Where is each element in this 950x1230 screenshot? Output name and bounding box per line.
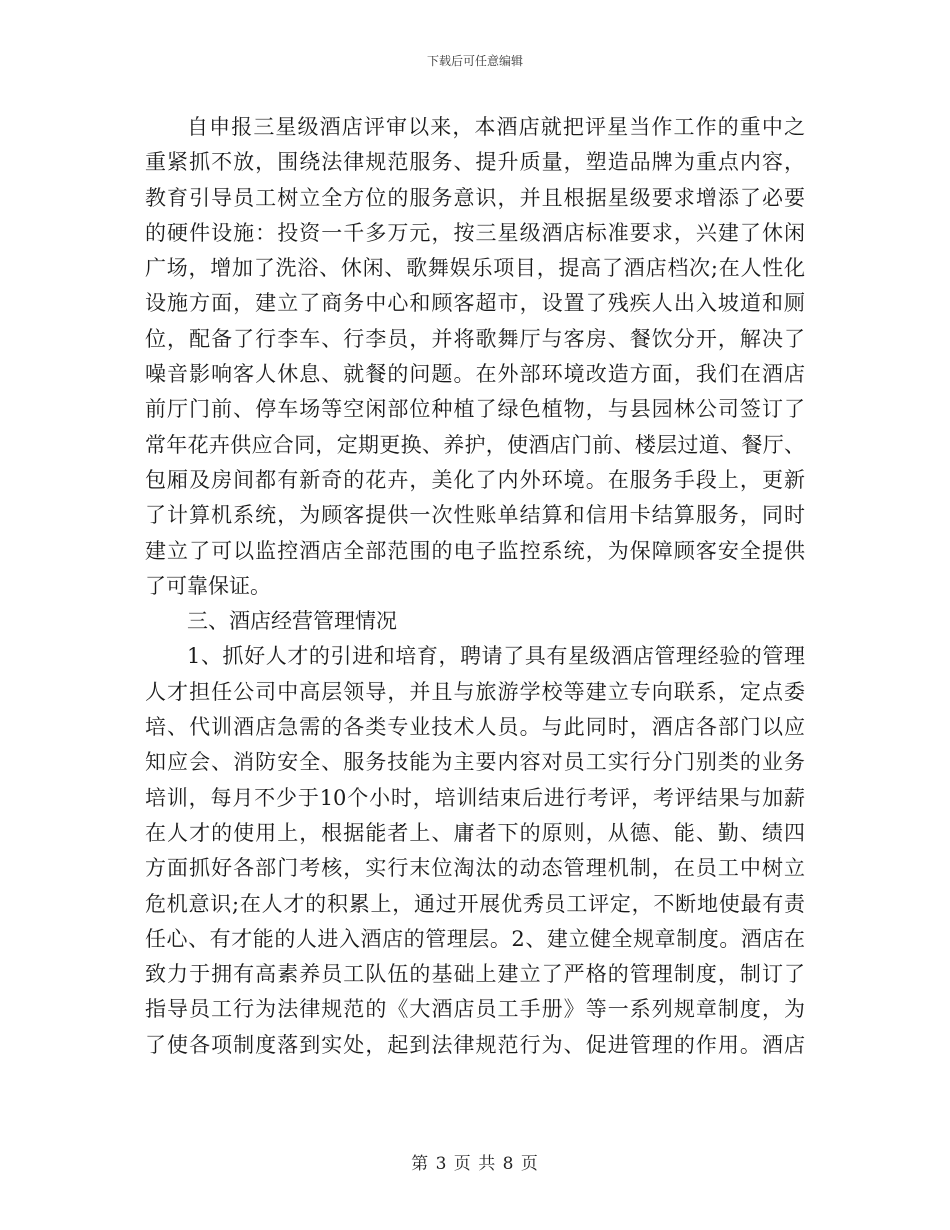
paragraph-line: 噪音影响客人休息、就餐的问题。在外部环境改造方面，我们在酒店 [145,362,805,387]
paragraph-line: 了使各项制度落到实处，起到法律规范行为、促进管理的作用。酒店 [145,1032,805,1057]
paragraph-line: 设施方面，建立了商务中心和顾客超市，设置了残疾人出入坡道和厕 [145,291,805,316]
header-note: 下载后可任意编辑 [426,54,523,68]
page-number: 第 3 页 共 8 页 [411,1154,539,1174]
paragraph-line: 任心、有才能的人进入酒店的管理层。2、建立健全规章制度。酒店在 [145,926,805,951]
paragraph-line: 建立了可以监控酒店全部范围的电子监控系统，为保障顾客安全提供 [145,538,805,563]
paragraph-line: 位，配备了行李车、行李员，并将歌舞厅与客房、餐饮分开，解决了 [145,326,805,351]
paragraph-line: 人才担任公司中高层领导，并且与旅游学校等建立专向联系，定点委 [145,679,805,704]
document-body [145,110,805,1063]
paragraph-line: 重紧抓不放，围绕法律规范服务、提升质量，塑造品牌为重点内容， [145,150,805,175]
paragraph-line: 方面抓好各部门考核，实行末位淘汰的动态管理机制，在员工中树立 [145,856,805,881]
paragraph-line: 知应会、消防安全、服务技能为主要内容对员工实行分门别类的业务 [145,750,805,775]
paragraph-line: 自申报三星级酒店评审以来，本酒店就把评星当作工作的重中之 [187,115,805,139]
paragraph-line: 包厢及房间都有新奇的花卉，美化了内外环境。在服务手段上，更新 [145,467,805,492]
paragraph-line: 的硬件设施：投资一千多万元，按三星级酒店标准要求，兴建了休闲 [145,220,805,245]
paragraph-line: 在人才的使用上，根据能者上、庸者下的原则，从德、能、勤、绩四 [145,820,805,845]
section-heading: 三、酒店经营管理情况 [187,609,397,634]
paragraph-line: 前厅门前、停车场等空闲部位种植了绿色植物，与县园林公司签订了 [145,397,805,422]
paragraph-line: 指导员工行为法律规范的《大酒店员工手册》等一系列规章制度，为 [145,997,805,1022]
paragraph-line: 致力于拥有高素养员工队伍的基础上建立了严格的管理制度，制订了 [145,962,805,987]
paragraph-line: 广场，增加了洗浴、休闲、歌舞娱乐项目，提高了酒店档次;在人性化 [145,256,805,281]
paragraph-line: 培训，每月不少于10个小时，培训结束后进行考评，考评结果与加薪 [145,785,805,810]
paragraph-line: 危机意识;在人才的积累上，通过开展优秀员工评定，不断地使最有责 [145,891,805,916]
paragraph-line: 培、代训酒店急需的各类专业技术人员。与此同时，酒店各部门以应 [145,715,805,740]
paragraph-line: 了可靠保证。 [145,573,271,598]
paragraph-line: 常年花卉供应合同，定期更换、养护，使酒店门前、楼层过道、餐厅、 [145,432,805,457]
paragraph-line: 1、抓好人才的引进和培育，聘请了具有星级酒店管理经验的管理 [187,644,805,669]
paragraph-line: 了计算机系统，为顾客提供一次性账单结算和信用卡结算服务，同时 [145,503,805,528]
paragraph-line: 教育引导员工树立全方位的服务意识，并且根据星级要求增添了必要 [145,185,805,210]
